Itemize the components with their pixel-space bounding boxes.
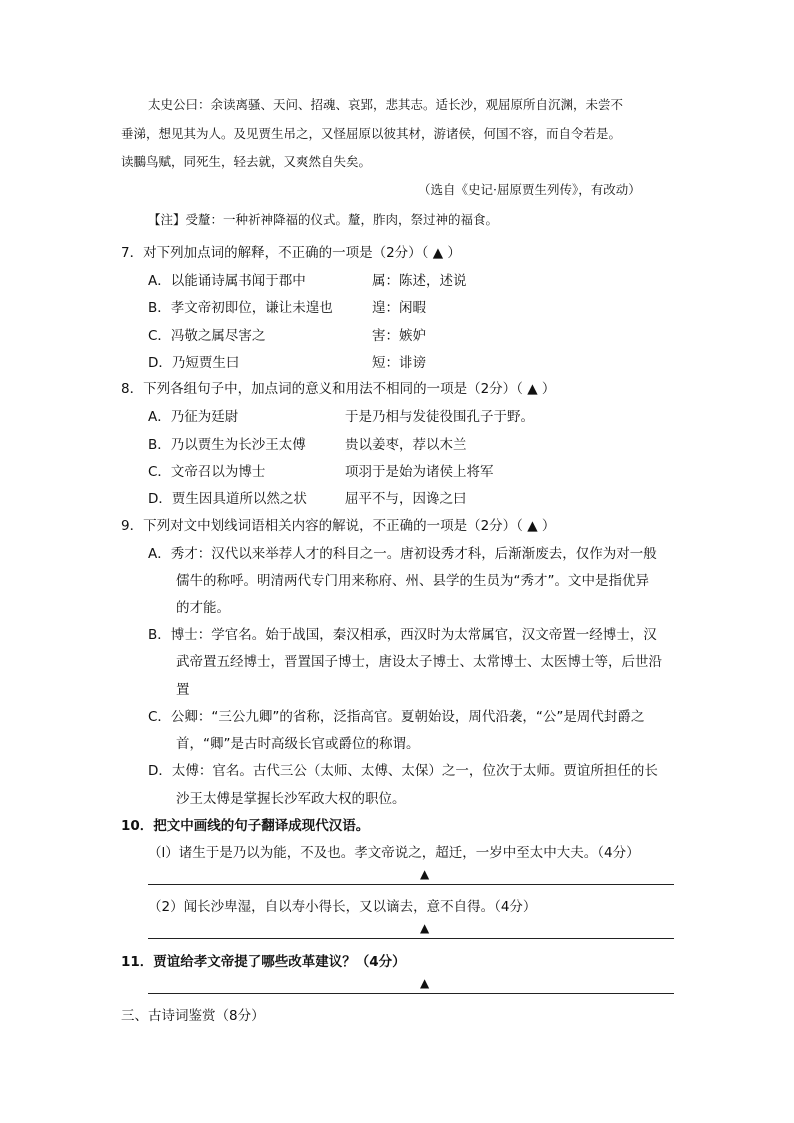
answer-mark-triangle: ▲: [420, 867, 430, 881]
q8-option-d-pair: 屈平不与，因谗之曰: [345, 491, 467, 507]
q7-option-a: A．以能诵诗属书闻于郡中: [148, 273, 306, 289]
q8-option-b: B．乃以贾生为长沙王太傅: [148, 437, 306, 453]
q9-option-b-line2: 武帝置五经博士，晋置国子博士，唐设太子博士、太常博士、太医博士等，后世沿: [176, 654, 662, 670]
answer-line: [148, 938, 674, 939]
q9-option-a-line3: 的才能。: [176, 600, 230, 616]
q9-option-d-line1: D．太傅：官名。古代三公（太师、太傅、太保）之一，位次于太师。贾谊所担任的长: [148, 763, 658, 779]
q7-option-a-gloss: 属：陈述，述说: [372, 273, 467, 289]
passage-line-3: 读鵩鸟赋，同死生，轻去就，又爽然自失矣。: [121, 154, 372, 169]
q9-stem: 9．下列对文中划线词语相关内容的解说，不正确的一项是（2分）（ ▲ ）: [121, 518, 556, 534]
passage-note: 【注】受釐：一种祈神降福的仪式。釐，胙肉，祭过神的福食。: [148, 212, 499, 227]
answer-line: [148, 993, 674, 994]
q9-option-b-line1: B．博士：学官名。始于战国，秦汉相承，西汉时为太常属官，汉文帝置一经博士，汉: [148, 627, 657, 643]
q10-sentence-1: （l）诸生于是乃以为能，不及也。孝文帝说之，超迁，一岁中至太中大夫。（4分）: [148, 845, 640, 861]
q9-option-c-line2: 首，“卿”是古时高级长官或爵位的称谓。: [176, 736, 420, 752]
answer-line: [148, 884, 674, 885]
q10-sentence-2: （2）闻长沙卑湿，自以寿小得长，又以谪去，意不自得。（4分）: [148, 899, 537, 915]
q7-option-b-gloss: 遑：闲暇: [372, 300, 426, 316]
q9-option-b-line3: 置: [176, 682, 190, 698]
section-3-title: 三、古诗词鉴赏（8分）: [121, 1008, 265, 1024]
q8-option-c: C．文帝召以为博士: [148, 464, 266, 480]
q7-option-c: C．冯敬之属尽害之: [148, 328, 266, 344]
q7-stem: 7．对下列加点词的解释，不正确的一项是（2分）（ ▲ ）: [121, 245, 461, 261]
q7-option-d: D．乃短贾生曰: [148, 355, 240, 371]
answer-mark-triangle: ▲: [420, 921, 430, 935]
q8-option-c-pair: 项羽于是始为诸侯上将军: [345, 464, 494, 480]
q7-option-c-gloss: 害：嫉妒: [372, 328, 426, 344]
q7-option-d-gloss: 短：诽谤: [372, 355, 426, 371]
q11-stem: 11．贾谊给孝文帝提了哪些改革建议？（4分）: [121, 954, 406, 970]
q8-option-a-pair: 于是乃相与发徒役围孔子于野。: [345, 409, 534, 425]
q10-stem: 10．把文中画线的句子翻译成现代汉语。: [121, 818, 370, 834]
q8-option-d: D．贾生因具道所以然之状: [148, 491, 307, 507]
q8-stem: 8．下列各组句子中，加点词的意义和用法不相同的一项是（2分）（ ▲ ）: [121, 381, 556, 397]
q7-option-b: B．孝文帝初即位，谦让未遑也: [148, 300, 333, 316]
passage-line-1: 太史公曰：余读离骚、天问、招魂、哀郢，悲其志。适长沙，观屈原所自沉渊，未尝不: [148, 97, 624, 112]
passage-source: （选自《史记·屈原贾生列传》，有改动）: [418, 182, 641, 197]
answer-mark-triangle: ▲: [420, 976, 430, 990]
q8-option-a: A．乃征为廷尉: [148, 409, 239, 425]
q9-option-d-line2: 沙王太傅是掌握长沙军政大权的职位。: [176, 791, 406, 807]
passage-line-2: 垂涕，想见其为人。及见贾生吊之，又怪屈原以彼其材，游诸侯，何国不容，而自令若是。: [121, 126, 622, 141]
q9-option-a-line1: A．秀才：汉代以来举荐人才的科目之一。唐初设秀才科，后渐渐废去，仅作为对一般: [148, 546, 657, 562]
q9-option-c-line1: C．公卿：“三公九卿”的省称，泛指高官。夏朝始设，周代沿袭，“公”是周代封爵之: [148, 709, 645, 725]
q8-option-b-pair: 贵以姜枣，荐以木兰: [345, 437, 467, 453]
q9-option-a-line2: 儒牛的称呼。明清两代专门用来称府、州、县学的生员为“秀才”。文中是指优异: [176, 573, 649, 589]
